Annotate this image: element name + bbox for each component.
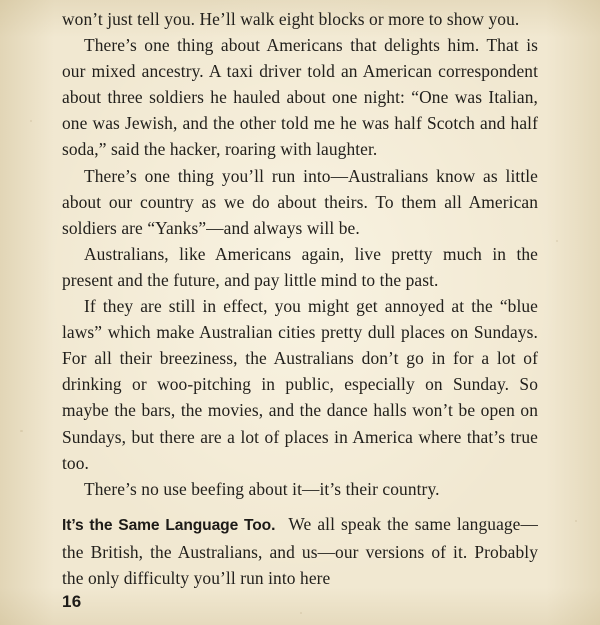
paper-speckle <box>575 520 577 522</box>
page-text-column <box>62 6 538 591</box>
paper-speckle <box>30 120 32 122</box>
section-heading: It’s the Same Language Too. <box>62 516 276 534</box>
paragraph: If they are still in effect, you might get annoyed at the “blue laws” which make Australian cities pretty dull places on Sundays. For all their breeziness, the Australians don’t go in for a lot of drinking or woo-pitching in public, especially on Sunday. So maybe the bars, the movies, and the dance halls won’t be open on Sundays, but there are a lot of places in America where that’s true too. <box>62 296 538 473</box>
paragraph: Australians, like Americans again, live pretty much in the present and the future, and pay little mind to the past. <box>62 243 538 290</box>
paper-speckle <box>300 612 302 614</box>
paragraph: There’s one thing about Americans that delights him. That is our mixed ancestry. A taxi driver told an American correspondent about three soldiers he hauled about one night: “One was Italian, one was Jewish, and the other told me he was half Scotch and half soda,” said the hacker, roaring with laughter. <box>62 35 538 160</box>
page-number: 16 <box>62 592 82 611</box>
section-body-text: We all speak the same language—the British, the Australians, and us—our versions of it. Probably the only difficulty you’ll run into here <box>62 513 538 588</box>
paragraph: There’s one thing you’ll run into—Australians know as little about our country as we do about theirs. To them all American soldiers are “Yanks”—and always will be. <box>62 165 538 238</box>
section-paragraph <box>62 511 538 591</box>
paragraph: won’t just tell you. He’ll walk eight blocks or more to show you. <box>62 9 520 29</box>
paper-speckle <box>556 240 558 242</box>
paragraph: There’s no use beefing about it—it’s their country. <box>84 478 440 499</box>
paper-speckle <box>20 430 23 432</box>
